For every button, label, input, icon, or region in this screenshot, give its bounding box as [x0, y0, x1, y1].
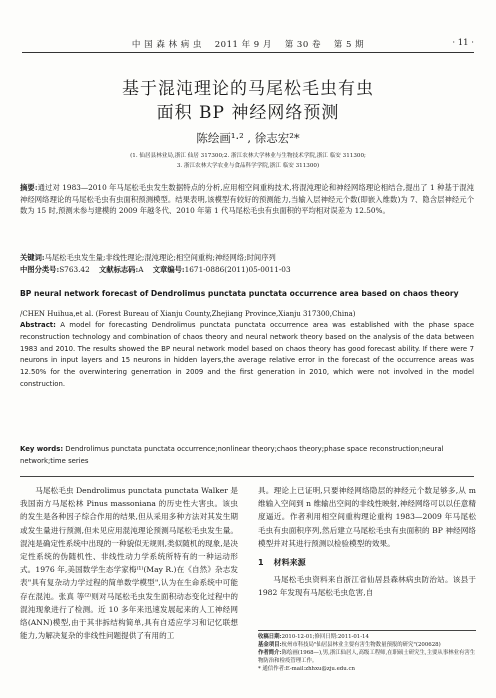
- fund-label: 基金项目:: [258, 642, 282, 648]
- footnotes: [258, 630, 476, 673]
- page-number: · 11 ·: [452, 38, 474, 48]
- body-column-right: [258, 484, 476, 600]
- body-right-text: 具。理论上已证明,只要神经网络隐层的神经元个数足够多,从 m 维输入空间到 n 维输出空间的非线性映射,神经网络可以以任意精度逼近。作者利用相空间重构理论重构 1983—2009 年马尾松毛虫有虫面积序列,然后建立马尾松毛虫有虫面积的 BP 神经网络模型并对其进行预测以检验模型的效果。: [258, 486, 476, 548]
- english-title: BP neural network forecast of Dendrolimus punctata punctata occurrence area based on chaos theory: [20, 289, 459, 298]
- keywords-cn: [20, 252, 474, 264]
- clc-value: S763.42: [59, 265, 90, 274]
- section-title: 材料来源: [273, 558, 306, 568]
- body-left-text: 马尾松毛虫 Dendrolimus punctata punctata Walker 是我国南方马尾松林 Pinus massoniana 的历史性大害虫。该虫的发生是各种因子综合作用的结果,但从采用多种方法对其发生期或发生量进行预测,但未见应用混沌理论预测马尾松毛虫发生量。混沌是确定性系统中出现的一种貌似无规则,类似随机的现象,是决定性系统的伪随机性、非线性动力学系统所特有的一种运动形式。1976 年,美国数学生态学家梅⁽¹⁾(May R.)在《自然》杂志发表"具有复杂动力学过程的简单数学模型",认为在生命系统中可能存在混沌。张真 等⁽²⁾则对马尾松毛虫发生面积动态变化过程中的混沌现象进行了检测。近 10 多年来迅速发展起来的人工神经网络(ANN)模型,由于其非拆结构简单,具有自适应学习和记忆联想能力,为解决复杂的非线性问题提供了有用的工: [20, 486, 238, 641]
- section-1-text: 马尾松毛虫资料来自浙江省仙居县森林病虫防治站。该县于 1982 年发现有马尾松毛虫危害,自: [258, 575, 476, 598]
- paper-title-line2: 面积 BP 神经网络预测: [156, 103, 340, 123]
- abstract-cn-label: 摘要:: [20, 183, 38, 192]
- author-bio-value: 陈绘画(1968—),男,浙江仙居人,高级工程师,在职硕士研究生,主要从事林业有害生物防治和检疫管理工作。: [258, 650, 476, 664]
- email-note: * 通信作者:E-mail:zhhxu@zju.edu.cn: [258, 666, 355, 672]
- english-keywords-text: Dendrolimus punctata punctata occurrence;nonlinear theory;chaos theory;phase space reconstruction;neural network;time series: [20, 445, 444, 465]
- journal-date: 2011 年 9 月: [214, 40, 272, 50]
- article-id-value: 1671-0886(2011)05-0011-03: [184, 265, 291, 274]
- classification-line: [20, 264, 474, 276]
- abstract-cn-text: 通过对 1983—2010 年马尾松毛虫发生数据特点的分析,应用相空间重构技术,将混沌理论和神经网络理论相结合,提出了 1 种基于混沌神经网络理论的马尾松毛虫有虫面积预测模型。结果表明,该模型有较好的预测能力,当输入层神经元个数(即嵌入维数)为 7、隐含层神经元个数为 15 时,预测未参与建模的 2009 年越冬代、2010 年第 1 代马尾松毛虫有虫面积的平均相对误差为 12.50%。: [20, 183, 474, 216]
- doc-code-label: 文献标志码:: [99, 265, 139, 274]
- author-bio-label: 作者简介:: [258, 650, 282, 656]
- keywords-cn-text: 马尾松毛虫发生量;非线性理论;混沌理论;相空间重构;神经网络;时间序列: [44, 253, 276, 262]
- section-number: 1: [258, 558, 264, 568]
- affiliation-line2: 3. 浙江农林大学农业与食品科学学院,浙江 临安 311300): [176, 163, 320, 169]
- keywords-cn-label: 关键词:: [20, 253, 45, 262]
- body-column-left: [20, 484, 238, 642]
- article-id-label: 文章编号:: [152, 265, 185, 274]
- received-value: 2010-12-01;修回日期:2011-01-14: [281, 634, 369, 640]
- abstract-cn: [20, 182, 474, 217]
- header-center: [22, 38, 474, 50]
- author-list: 陈绘画¹·² , 徐志宏²*: [196, 131, 300, 145]
- english-abstract: [20, 320, 474, 391]
- received-label: 收稿日期:: [258, 634, 282, 640]
- clc-label: 中图分类号:: [20, 265, 60, 274]
- author-note: [258, 649, 476, 665]
- running-header: [22, 38, 474, 53]
- english-author-affiliation: /CHEN Huihua,et al. (Forest Bureau of Xianju County,Zhejiang Province,Xianju 317300,China): [20, 310, 356, 318]
- fund-value: 杭州市科技局"仙居县林业主要有害生物数量预报的研究"(200628): [281, 642, 441, 648]
- journal-volume: 第 30 卷: [284, 40, 321, 50]
- received-note: [258, 633, 476, 641]
- english-keywords-label: Key words:: [20, 445, 64, 453]
- english-abstract-text: A model for forecasting Dendrolimus punctata punctata occurrence area was established with the phase space reconstruction technology and combination of chaos theory and neural network theory based on the analysis of the data between 1983 and 2010. The results showed the BP neural network model based on chaos theory has good forecast ability. If there were 7 neurons in input layers and 15 neurons in hidden layers,the average relative error in the forecast of the occurrence areas was 12.50% for the overwintering generration in 2009 and the first generation in 2010, which were not involved in the model construction.: [20, 321, 474, 388]
- paper-title-line1: 基于混沌理论的马尾松毛虫有虫: [122, 79, 374, 99]
- english-keywords: [20, 444, 474, 468]
- journal-issue: 第 5 期: [333, 40, 365, 50]
- affiliation-line1: (1. 仙居县林业局,浙江 仙居 317300;2. 浙江农林大学林业与生物技术学院,浙江 临安 311300;: [130, 153, 366, 159]
- journal-name: 中 国 森 林 病 虫: [131, 40, 202, 50]
- section-heading-1: [258, 556, 476, 569]
- doc-code-value: A: [138, 265, 144, 274]
- fund-note: [258, 641, 476, 649]
- section-divider: [20, 476, 474, 477]
- english-abstract-label: Abstract:: [20, 321, 56, 329]
